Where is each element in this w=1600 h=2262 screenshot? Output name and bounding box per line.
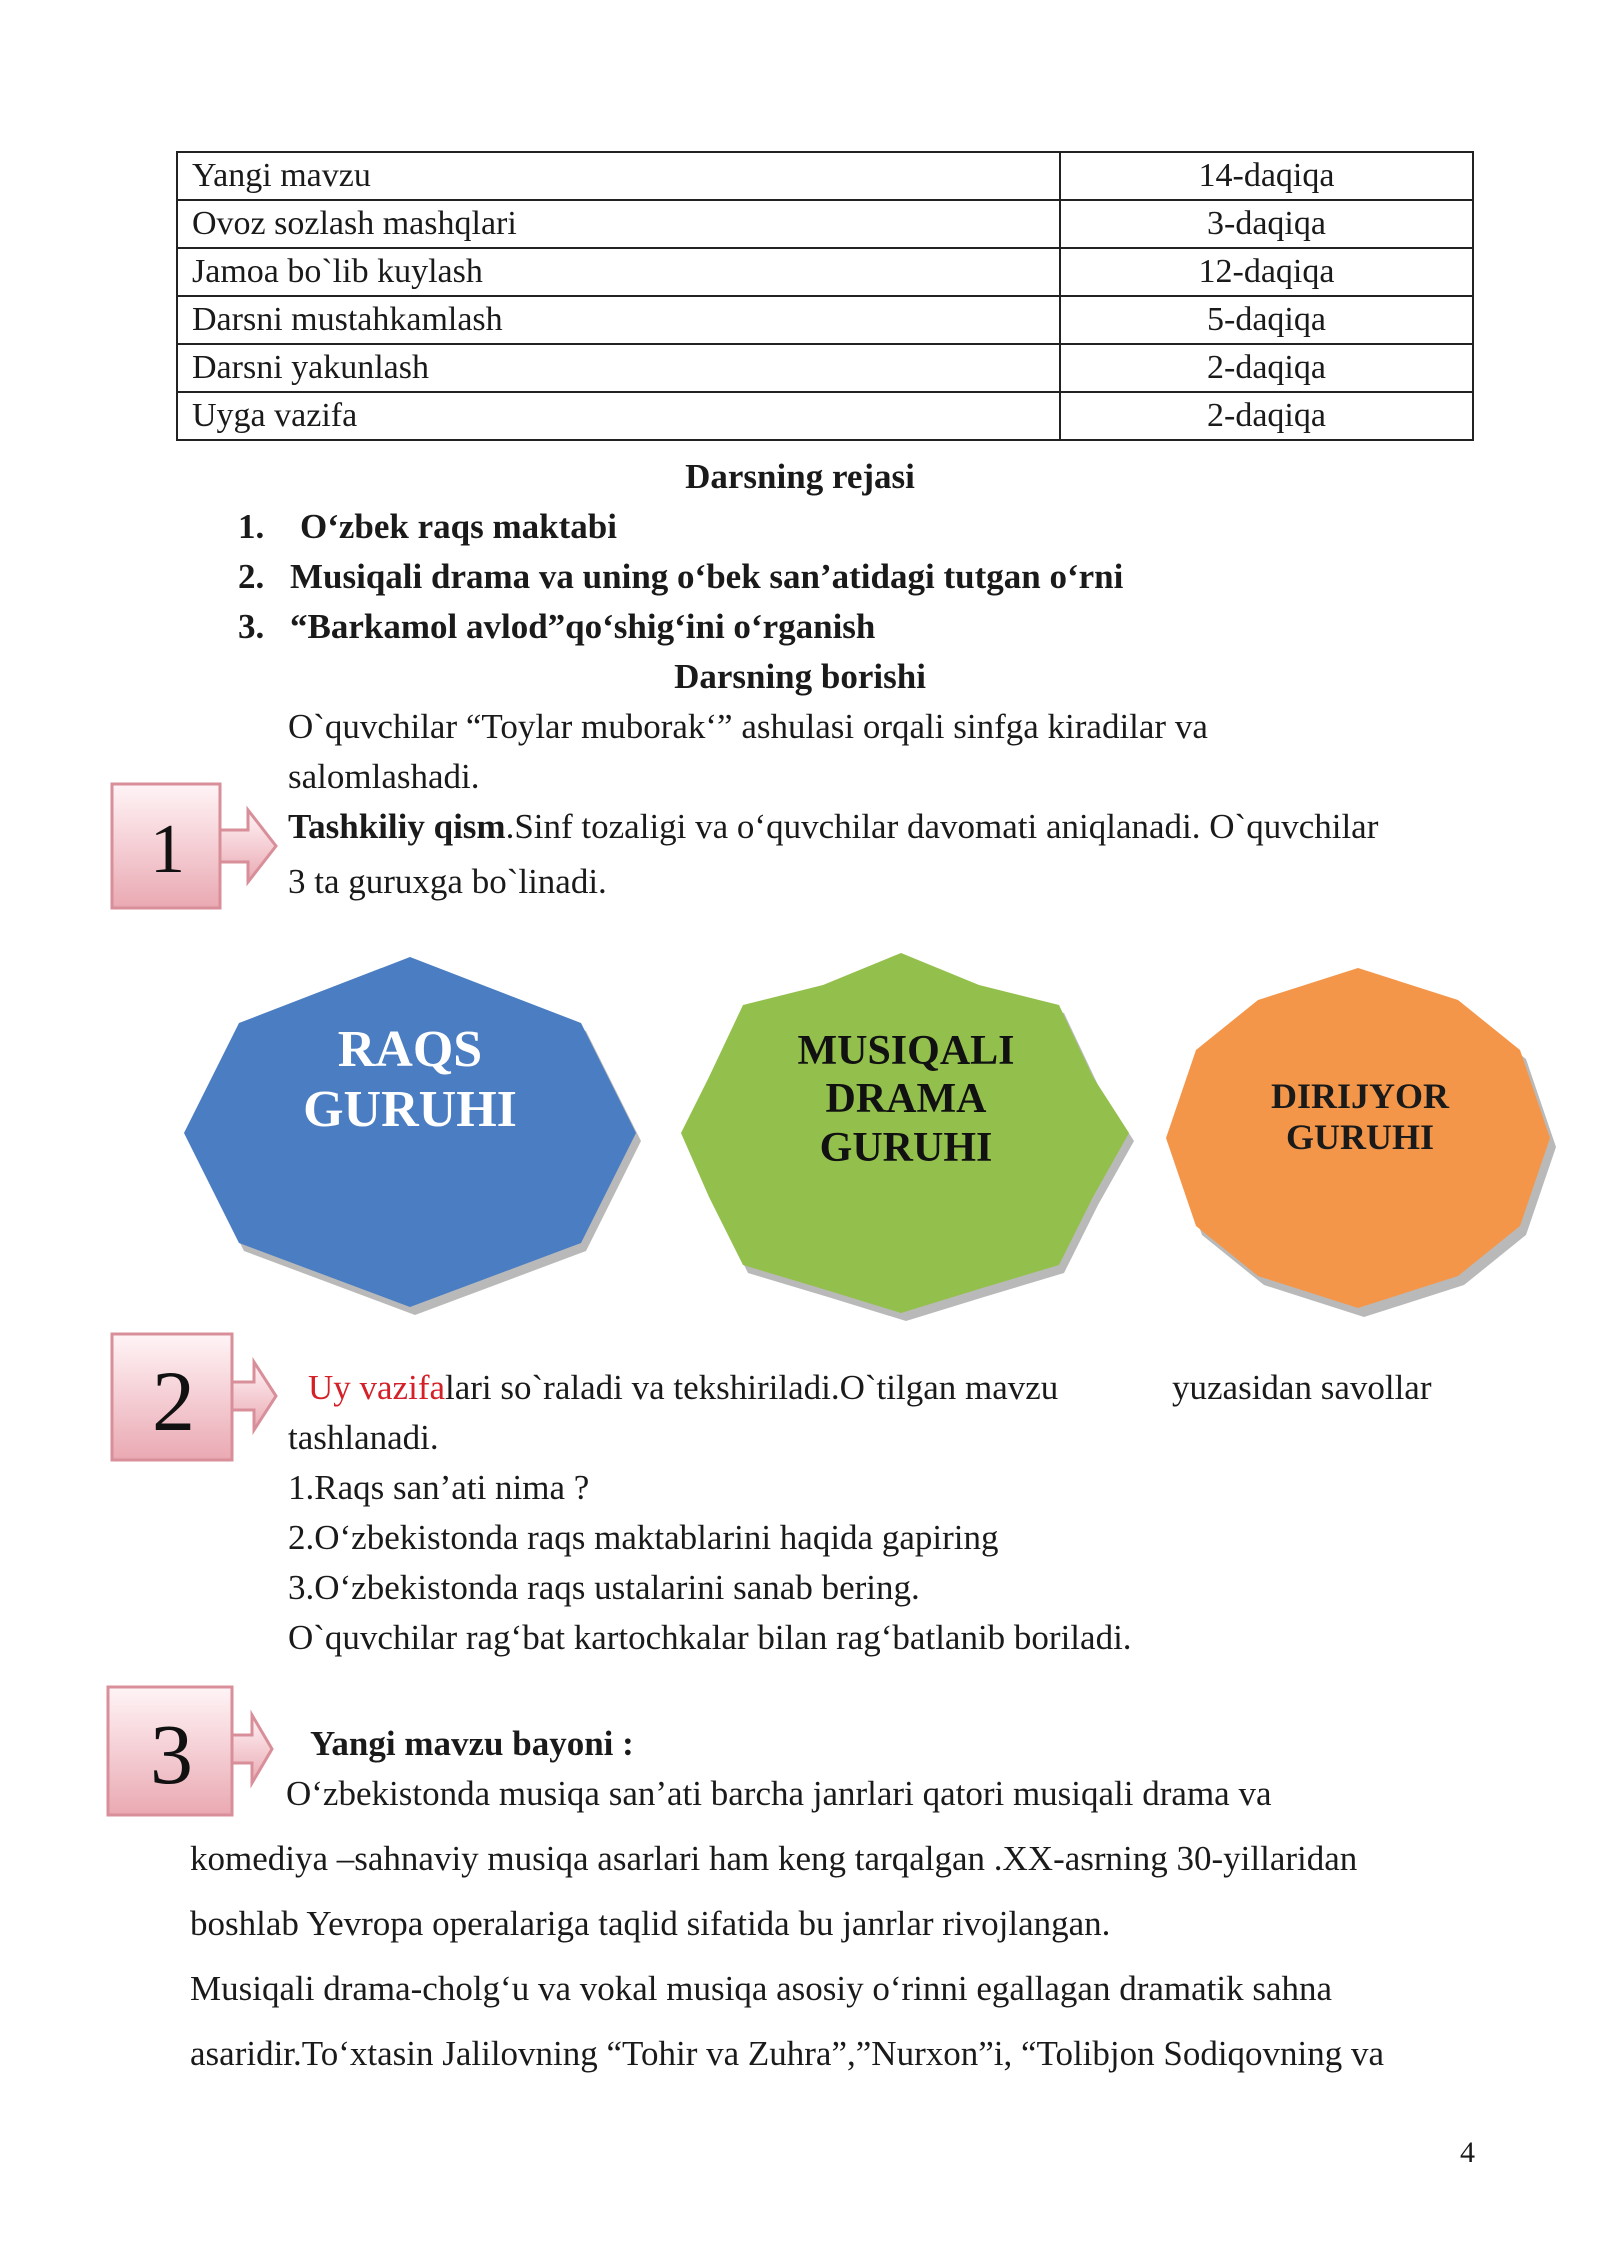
- schedule-time: 2-daqiqa: [1060, 344, 1473, 392]
- progress-title: Darsning borishi: [674, 657, 926, 696]
- schedule-row: [177, 296, 1473, 344]
- question-item: 1.Raqs san’ati nima ?: [288, 1468, 590, 1507]
- group-label-line: DIRIJYOR: [1270, 1076, 1449, 1116]
- plan-item: [238, 507, 617, 547]
- plan-item: [238, 557, 1123, 597]
- homework-line-right: yuzasidan savollar: [1172, 1368, 1432, 1407]
- plan-item-text: Musiqali drama va uning o‘bek san’atidagi tutgan o‘rni: [290, 557, 1124, 596]
- plan-item: [238, 607, 875, 647]
- step-badge-1: [108, 780, 278, 915]
- new-topic-line: asaridir.To‘xtasin Jalilovning “Tohir va Zuhra”,”Nurxon”i, “Tolibjon Sodiqovning va: [190, 2034, 1385, 2073]
- group-label-line: GURUHI: [1285, 1117, 1434, 1158]
- group-label-line: GURUHI: [303, 1080, 517, 1138]
- schedule-stage: Jamoa bo`lib kuylash: [177, 248, 1060, 296]
- group-label-drama: [731, 1027, 1081, 1172]
- schedule-stage: Darsni yakunlash: [177, 344, 1060, 392]
- new-topic-line: O‘zbekistonda musiqa san’ati barcha janrlari qatori musiqali drama va: [286, 1774, 1272, 1813]
- schedule-time: 5-daqiqa: [1060, 296, 1473, 344]
- schedule-row: [177, 248, 1473, 296]
- homework-text: lari so`raladi va tekshiriladi.O`tilgan mavzu: [445, 1368, 1059, 1407]
- schedule-table: [176, 151, 1474, 441]
- schedule-time: 3-daqiqa: [1060, 200, 1473, 248]
- question-item: 2.O‘zbekistonda raqs maktablarini haqida gapiring: [288, 1518, 999, 1557]
- homework-line: tashlanadi.: [288, 1418, 439, 1457]
- step-number: 2: [152, 1353, 195, 1449]
- plan-item-number: 1.: [238, 507, 265, 546]
- org-label: Tashkiliy qism: [288, 807, 506, 846]
- plan-item-number: 3.: [238, 607, 265, 646]
- intro-line: O`quvchilar “Toylar muborak‘” ashulasi orqali sinfga kiradilar va: [288, 707, 1208, 746]
- schedule-row: [177, 200, 1473, 248]
- org-line: 3 ta guruxga bo`linadi.: [288, 862, 607, 901]
- group-label-line: DRAMA: [825, 1076, 987, 1123]
- new-topic-line: komediya –sahnaviy musiqa asarlari ham keng tarqalgan .XX-asrning 30-yillaridan: [190, 1839, 1358, 1878]
- new-topic-title: Yangi mavzu bayoni :: [310, 1724, 634, 1763]
- schedule-row: [177, 344, 1473, 392]
- schedule-time: 2-daqiqa: [1060, 392, 1473, 440]
- schedule-time: 12-daqiqa: [1060, 248, 1473, 296]
- schedule-stage: Ovoz sozlash mashqlari: [177, 200, 1060, 248]
- schedule-row: [177, 152, 1473, 200]
- schedule-time: 14-daqiqa: [1060, 152, 1473, 200]
- group-label-line: RAQS: [337, 1021, 483, 1078]
- org-text: .Sinf tozaligi va o‘quvchilar davomati aniqlanadi. O`quvchilar: [505, 807, 1379, 846]
- page-number: 4: [1460, 2136, 1475, 2169]
- schedule-row: [177, 392, 1473, 440]
- org-paragraph: [288, 807, 1378, 847]
- group-label-raqs: [230, 1020, 590, 1140]
- question-item: 3.O‘zbekistonda raqs ustalarini sanab bering.: [288, 1568, 920, 1607]
- new-topic-line: Musiqali drama-cholg‘u va vokal musiqa asosiy o‘rinni egallagan dramatik sahna: [190, 1969, 1333, 2008]
- plan-item-number: 2.: [238, 557, 265, 596]
- group-shape-raqs: [170, 945, 650, 1335]
- schedule-stage: Yangi mavzu: [177, 152, 1060, 200]
- step-badge-3: [104, 1683, 274, 1818]
- step-number: 3: [150, 1706, 193, 1802]
- homework-line: [308, 1368, 1058, 1408]
- homework-closing: O`quvchilar rag‘bat kartochkalar bilan rag‘batlanib boriladi.: [288, 1618, 1132, 1657]
- group-label-line: MUSIQALI: [797, 1028, 1015, 1074]
- step-badge-2: [108, 1330, 278, 1465]
- group-label-line: GURUHI: [819, 1124, 993, 1171]
- homework-red-text: Uy vazifa: [308, 1368, 446, 1407]
- schedule-stage: Darsni mustahkamlash: [177, 296, 1060, 344]
- new-topic-line: boshlab Yevropa operalariga taqlid sifatida bu janrlar rivojlangan.: [190, 1904, 1111, 1943]
- plan-item-text: “Barkamol avlod”qo‘shig‘ini o‘rganish: [290, 607, 876, 646]
- schedule-stage: Uyga vazifa: [177, 392, 1060, 440]
- step-number: 1: [150, 811, 185, 888]
- intro-line: salomlashadi.: [288, 757, 480, 796]
- group-label-dirijyor: [1210, 1076, 1510, 1159]
- plan-item-text: O‘zbek raqs maktabi: [300, 507, 617, 546]
- plan-title: Darsning rejasi: [685, 457, 915, 496]
